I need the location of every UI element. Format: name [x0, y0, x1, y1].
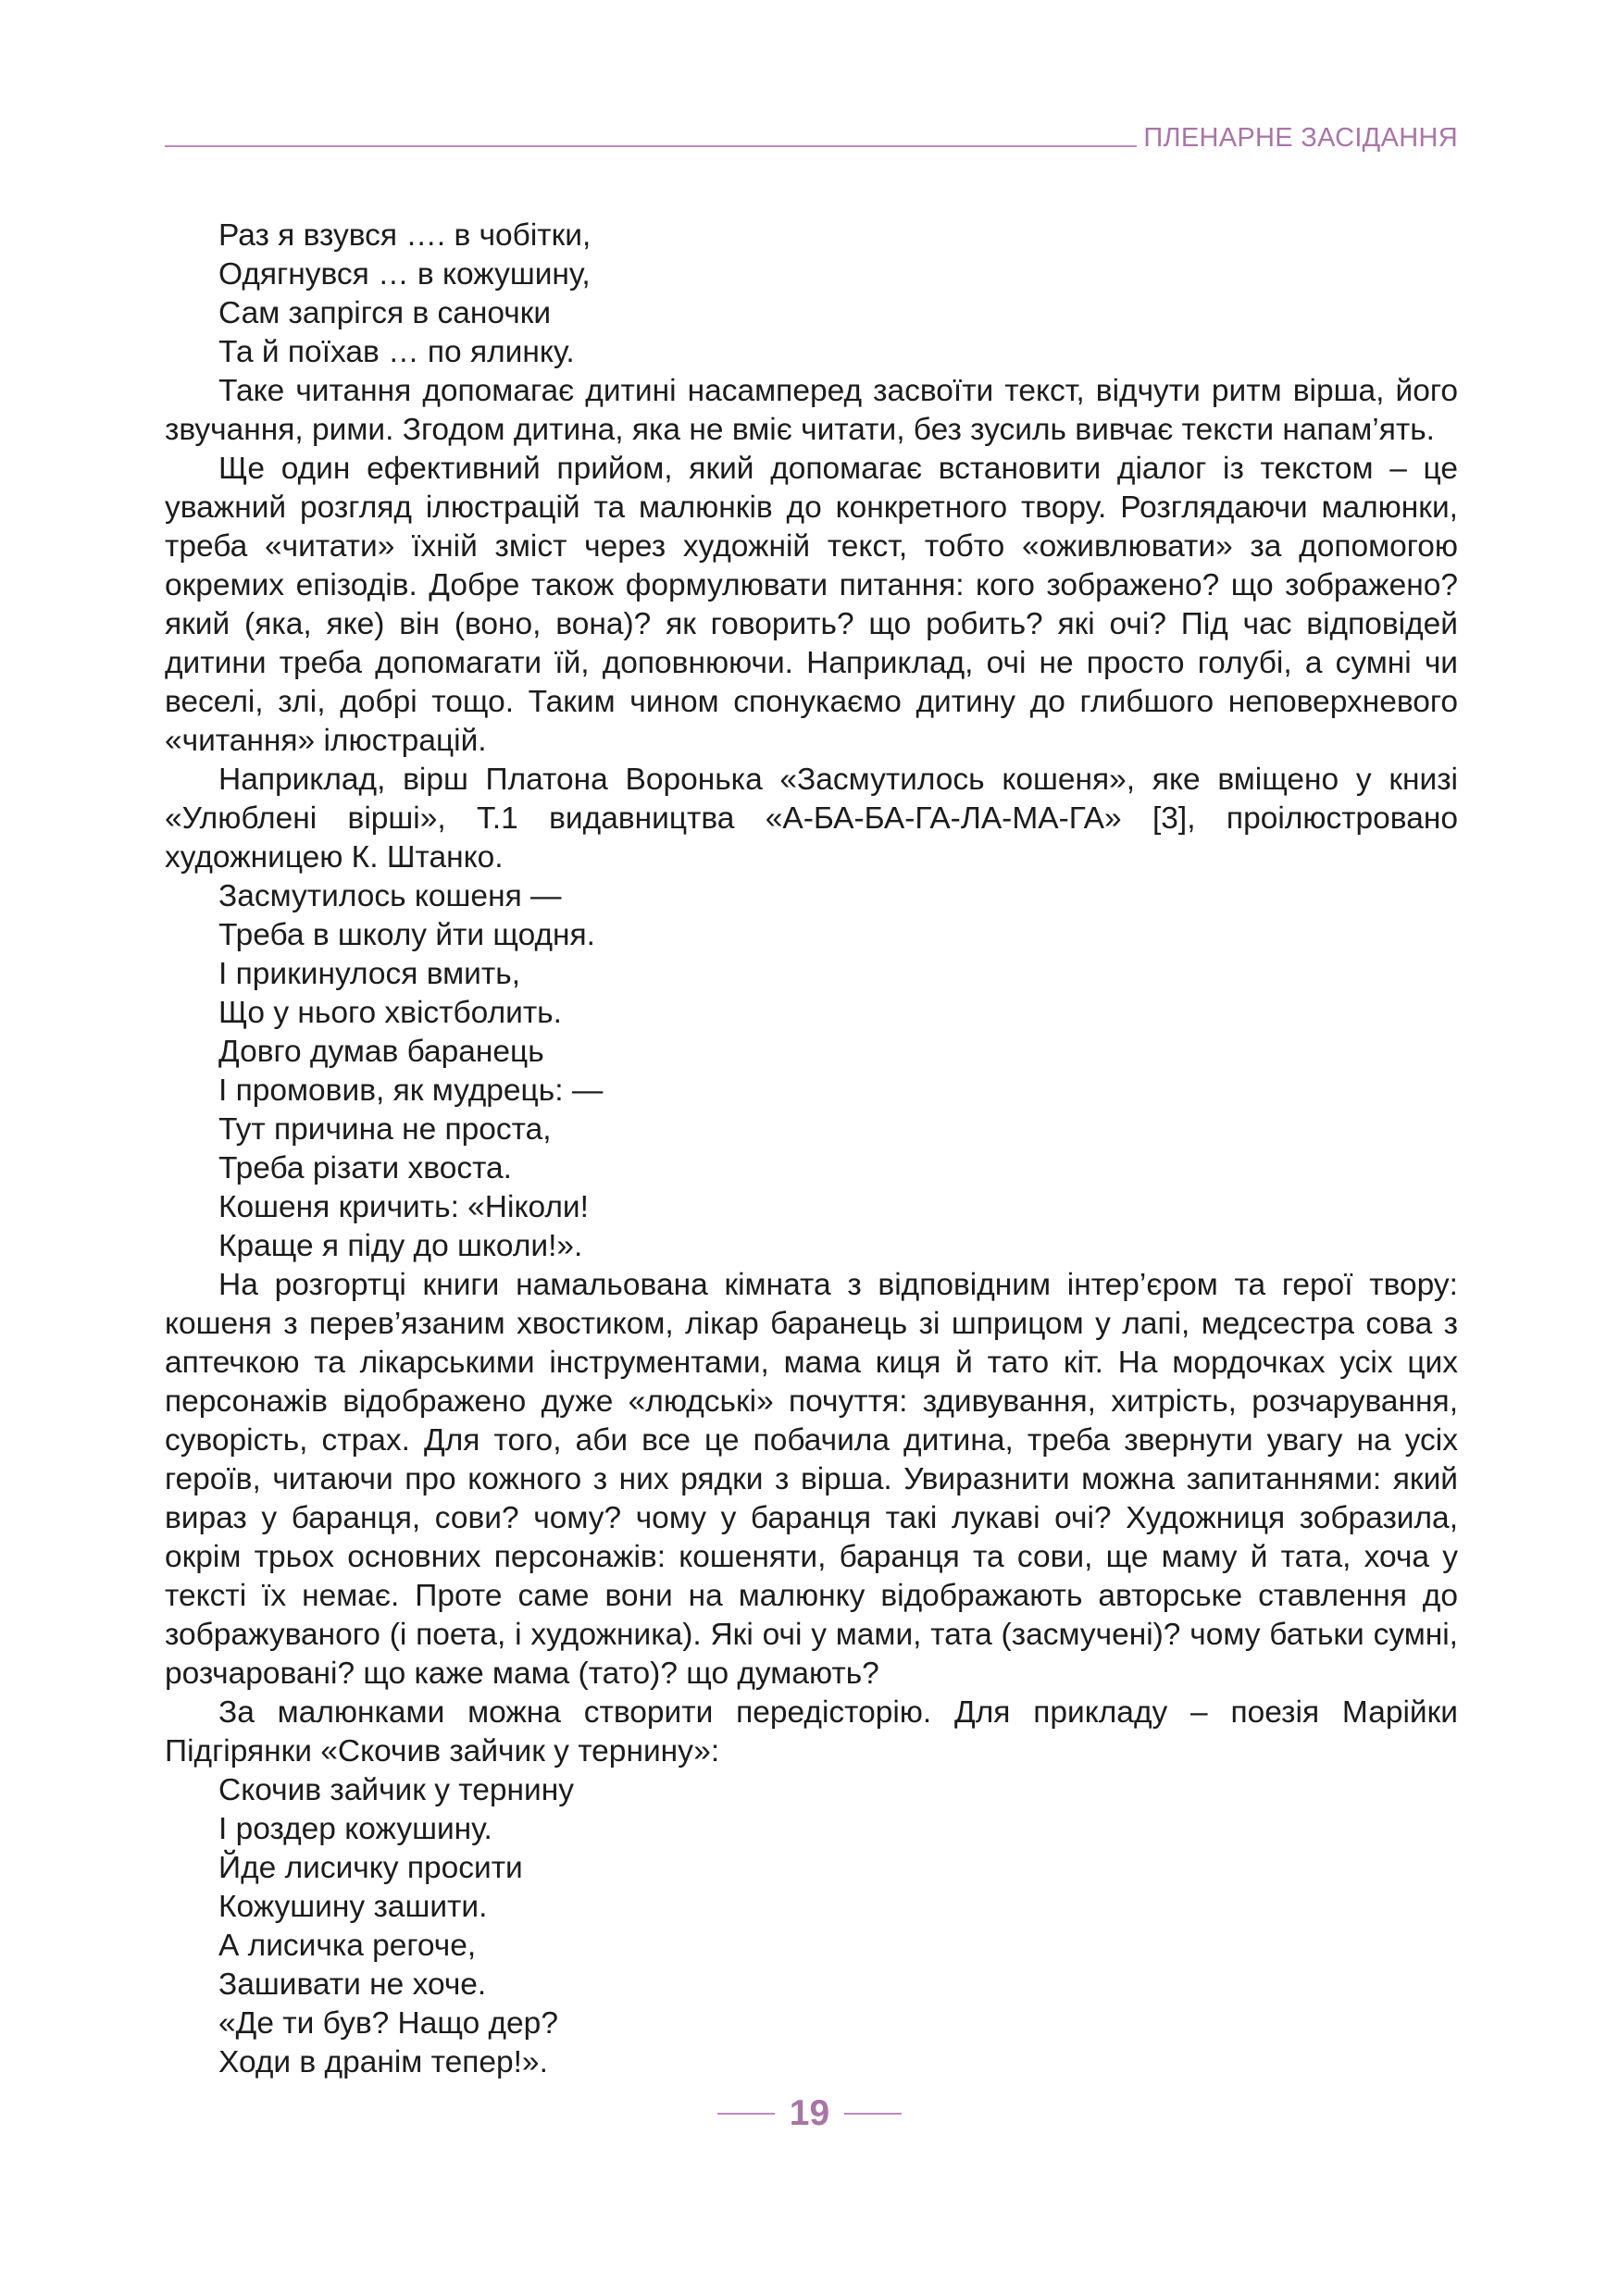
paragraph: За малюнками можна створити передісторію. Для прикладу – поезія Марійки Підгірянки «Скочив зайчик у тернину»: [165, 1695, 1458, 1769]
verse-line: Сам запрігся в саночки [218, 296, 552, 330]
running-header: ПЛЕНАРНЕ ЗАСІДАННЯ [1143, 123, 1458, 153]
verse-line: Тут причина не проста, [218, 1112, 552, 1147]
verse-line: «Де ти був? Нащо дер? [218, 2006, 558, 2041]
verse-line: Довго думав баранець [218, 1035, 544, 1069]
verse-line: І роздер кожушину. [218, 1812, 492, 1846]
footer-rule-left [717, 2113, 775, 2115]
verse-line: Що у нього хвістболить. [218, 996, 562, 1030]
page-footer [0, 2093, 1619, 2134]
verse-line: А лисичка регоче, [218, 1929, 477, 1963]
footer-rule-right [844, 2113, 902, 2115]
verse-line: Засмутилось кошеня — [218, 879, 562, 913]
verse-line: Раз я взувся …. в чобітки, [218, 218, 592, 253]
verse-line: Краще я піду до школи!». [218, 1229, 583, 1263]
verse-line: Йде лисичку просити [218, 1851, 523, 1885]
verse-line: Та й поїхав … по ялинку. [218, 335, 575, 369]
verse-line: Треба в школу йти щодня. [218, 918, 595, 952]
verse-line: І прикинулося вмить, [218, 957, 521, 991]
page-number: 19 [789, 2093, 830, 2133]
verse-line: Скочив зайчик у тернину [218, 1773, 574, 1807]
paragraph: Наприклад, вірш Платона Воронька «Засмутилось кошеня», яке вміщено у книзі «Улюблені вірші», Т.1 видавництва «А-БА-БА-ГА-ЛА-МА-ГА» [3], проілюстровано художницею К. Штанко. [165, 763, 1458, 875]
verse-line: І промовив, як мудрець: — [218, 1074, 604, 1108]
paragraph: Ще один ефективний прийом, який допомагає встановити діалог із текстом – це уважний розгляд ілюстрацій та малюнків до конкретного твору. Розглядаючи малюнки, треба «читати» їхній зміст через художній текст, тобто «оживлювати» за допомогою окремих епізодів. Добре також формулювати питання: кого зображено? що зображено? який (яка, яке) він (воно, вона)? як говорить? що робить? які очі? Під час відповідей дитини треба допомагати їй, доповнюючи. Наприклад, очі не просто голубі, а сумні чи веселі, злі, добрі тощо. Таким чином спонукаємо дитину до глибшого неповерхневого «читання» ілюстрацій. [165, 452, 1458, 758]
verse-line: Треба різати хвоста. [218, 1151, 512, 1185]
paragraph: На розгортці книги намальована кімната з відповідним інтер’єром та герої твору: кошеня з перев’язаним хвостиком, лікар баранець зі шприцом у лапі, медсестра сова з аптечкою та лікарськими інструментами, мама киця й тато кіт. На мордочках усіх цих персонажів відображено дуже «людські» почуття: здивування, хитрість, розчарування, суворість, страх. Для того, аби все це побачила дитина, треба звернути увагу на усіх героїв, читаючи про кожного з них рядки з вірша. Увиразнити можна запитаннями: який вираз у баранця, сови? чому? чому у баранця такі лукаві очі? Художниця зобразила, окрім трьох основних персонажів: кошеняти, баранця та сови, ще маму й тата, хоча у тексті їх немає. Проте саме вони на малюнку відображають авторське ставлення до зображуваного (і поета, і художника). Які очі у мами, тата (засмучені)? чому батьки сумні, розчаровані? що каже мама (тато)? що думають? [165, 1268, 1458, 1691]
verse-line: Зашивати не хоче. [218, 1967, 487, 2002]
paragraph: Таке читання допомагає дитині насамперед засвоїти текст, відчути ритм вірша, його звучання, рими. Згодом дитина, яка не вміє читати, без зусиль вивчає тексти напам’ять. [165, 374, 1458, 447]
page-body [165, 217, 1458, 2082]
header-rule [165, 145, 1137, 147]
verse-line: Кожушину зашити. [218, 1890, 488, 1924]
verse-line: Ходи в дранім тепер!». [218, 2045, 548, 2079]
verse-line: Кошеня кричить: «Ніколи! [218, 1190, 589, 1224]
verse-line: Одягнувся … в кожушину, [218, 257, 591, 292]
